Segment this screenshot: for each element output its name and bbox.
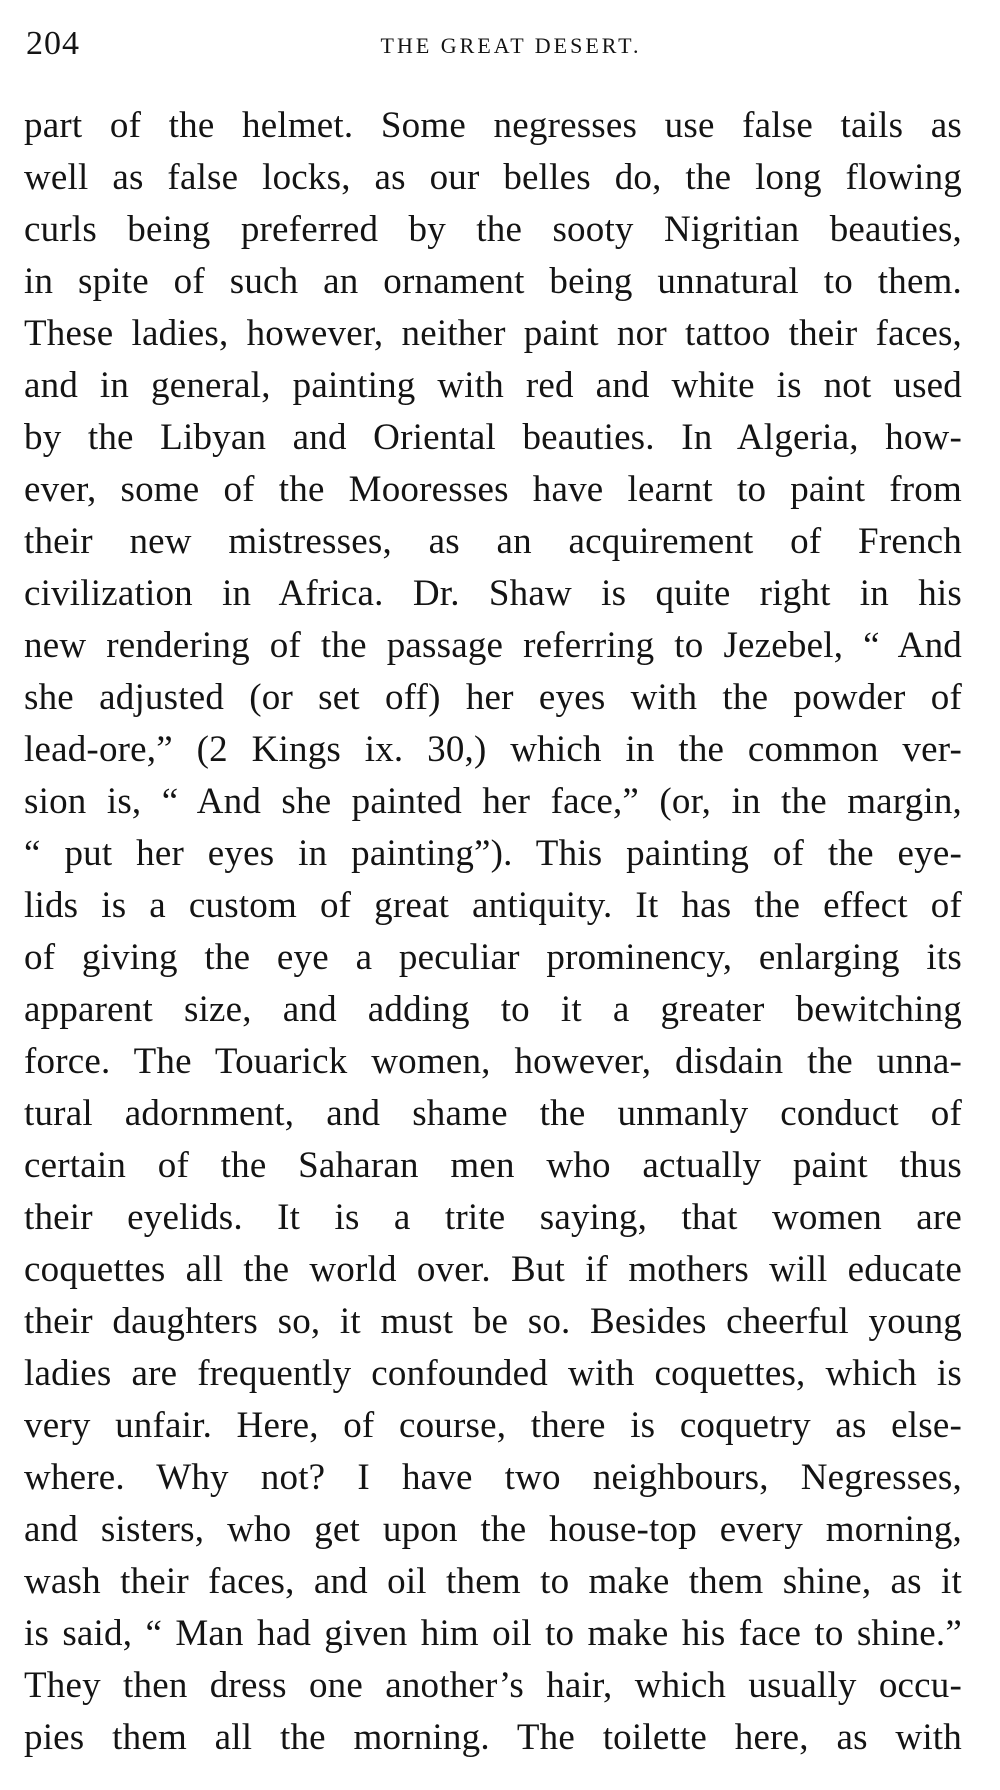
text-line: civilization in Africa. Dr. Shaw is quite right in his [24,573,962,614]
text-line: their daughters so, it must be so. Besides cheerful young [24,1301,962,1342]
body-text [24,100,962,1764]
text-line: in spite of such an ornament being unnatural to them. [24,261,962,302]
text-line: and in general, painting with red and white is not used [24,365,962,406]
text-line: They then dress one another’s hair, which usually occu- [24,1665,962,1706]
text-line: sion is, “ And she painted her face,” (or, in the margin, [24,781,962,822]
text-line: part of the helmet. Some negresses use false tails as [24,105,962,146]
text-line: These ladies, however, neither paint nor tattoo their faces, [24,313,962,354]
text-line: pies them all the morning. The toilette here, as with [24,1717,962,1758]
text-line: lead-ore,” (2 Kings ix. 30,) which in the common ver- [24,729,962,770]
text-line: their eyelids. It is a trite saying, that women are [24,1197,962,1238]
text-line: curls being preferred by the sooty Nigritian beauties, [24,209,962,250]
text-line: certain of the Saharan men who actually paint thus [24,1145,962,1186]
running-head: THE GREAT DESERT. [380,33,642,58]
text-line: she adjusted (or set off) her eyes with the powder of [24,677,962,718]
text-line: is said, “ Man had given him oil to make his face to shine.” [24,1613,962,1654]
text-line: new rendering of the passage referring to Jezebel, “ And [24,625,962,666]
text-line: force. The Touarick women, however, disdain the unna- [24,1041,962,1082]
text-line: ever, some of the Mooresses have learnt to paint from [24,469,962,510]
text-line: of giving the eye a peculiar prominency, enlarging its [24,937,962,978]
text-line: “ put her eyes in painting”). This painting of the eye- [24,833,962,874]
text-line: coquettes all the world over. But if mothers will educate [24,1249,962,1290]
text-line: their new mistresses, as an acquirement of French [24,521,962,562]
text-line: tural adornment, and shame the unmanly conduct of [24,1093,962,1134]
page-number: 204 [26,25,80,62]
text-line: and sisters, who get upon the house-top every morning, [24,1509,962,1550]
text-line: wash their faces, and oil them to make them shine, as it [24,1561,962,1602]
text-line: lids is a custom of great antiquity. It has the effect of [24,885,962,926]
text-line: very unfair. Here, of course, there is coquetry as else- [24,1405,962,1446]
page-header [26,24,966,64]
text-line: by the Libyan and Oriental beauties. In Algeria, how- [24,417,962,458]
text-line: well as false locks, as our belles do, the long flowing [24,157,962,198]
text-line: apparent size, and adding to it a greater bewitching [24,989,962,1030]
text-line: ladies are frequently confounded with coquettes, which is [24,1353,962,1394]
text-line: where. Why not? I have two neighbours, Negresses, [24,1457,962,1498]
